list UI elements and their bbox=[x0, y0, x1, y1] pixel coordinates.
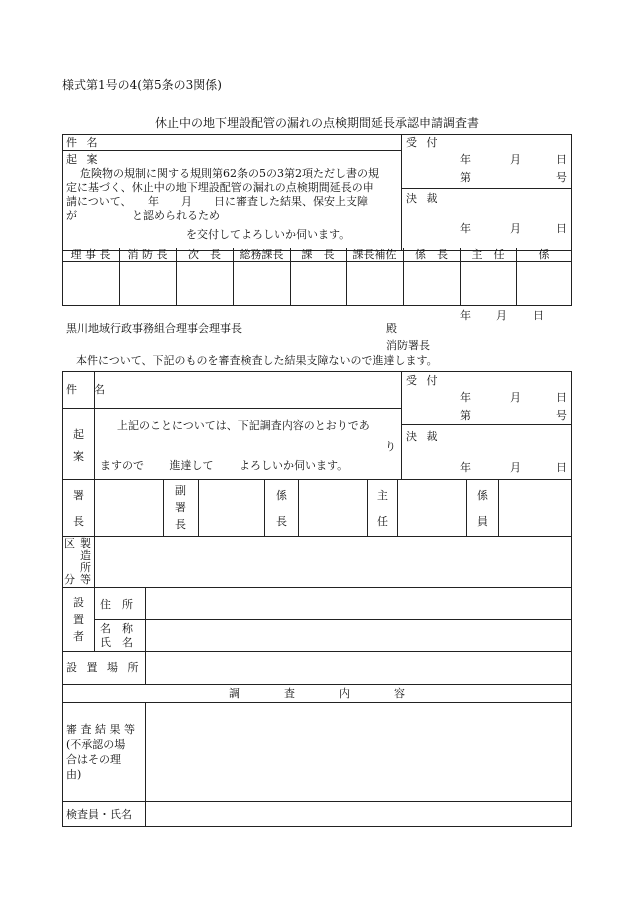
role-label: 理 事 長 bbox=[70, 248, 111, 261]
role-label: 総務課長 bbox=[239, 248, 284, 261]
dai-label: 第 bbox=[460, 171, 471, 184]
form-title: 休止中の地下埋設配管の漏れの点検期間延長承認申請調査書 bbox=[154, 116, 479, 130]
shimei-label: 氏 名 bbox=[100, 636, 133, 649]
kessai-label: 決 裁 bbox=[406, 192, 441, 205]
dai-label: 第 bbox=[460, 409, 471, 422]
transmittal-message: 本件について、下記のものを審査検査した結果支障ないので進達します。 bbox=[76, 354, 438, 367]
seizosho-char: 造 bbox=[80, 549, 91, 562]
addressee: 黒川地域行政事務組合理事会理事長 bbox=[66, 322, 242, 335]
request-body-line: を交付してよろしいか伺います。 bbox=[186, 228, 351, 241]
approval-label-fukushocho: 長 bbox=[175, 518, 186, 531]
approval-label-shocho: 長 bbox=[73, 515, 84, 528]
approval-label-kakaricho: 長 bbox=[276, 515, 287, 528]
uketsuke-label: 受 付 bbox=[406, 136, 441, 149]
proposal-line: ますので 進達して よろしいか伺います。 bbox=[100, 459, 349, 472]
kessai-label: 決 裁 bbox=[406, 430, 441, 443]
approval-label-shunin: 任 bbox=[377, 515, 388, 528]
kubun-char: 分 bbox=[64, 573, 75, 586]
role-label: 係 bbox=[538, 248, 550, 261]
setchisha-char: 設 bbox=[73, 596, 84, 609]
date-day: 日 bbox=[556, 222, 567, 235]
request-body-line: 請について、 年 月 日に審査した結果、保安上支障 bbox=[66, 195, 369, 208]
date-day: 日 bbox=[556, 153, 567, 166]
date-year: 年 bbox=[460, 222, 471, 235]
date-year: 年 bbox=[460, 461, 471, 474]
proposal-line: 上記のことについては、下記調査内容のとおりであ bbox=[117, 419, 370, 432]
kubun-char: 区 bbox=[64, 537, 75, 550]
seizosho-char: 製 bbox=[80, 537, 91, 550]
approval-label-fukushocho: 署 bbox=[175, 501, 186, 514]
role-label: 係 長 bbox=[415, 248, 448, 261]
role-label: 主 任 bbox=[471, 248, 505, 261]
request-body-line: が と認められるため bbox=[66, 209, 220, 222]
approval-label-fukushocho: 副 bbox=[175, 484, 186, 497]
date-year: 年 bbox=[460, 153, 471, 166]
shinsa-line: 由) bbox=[66, 768, 82, 781]
role-label: 次 長 bbox=[188, 248, 221, 261]
role-label: 課 長 bbox=[301, 248, 335, 261]
kensain-label: 検査員・氏名 bbox=[66, 808, 132, 821]
seizosho-char: 等 bbox=[80, 573, 91, 586]
request-body-line: 危険物の規制に関する規則第62条の5の3第2項ただし書の規 bbox=[80, 167, 379, 180]
shinsa-line: 審 査 結 果 等 bbox=[66, 723, 135, 736]
kian-label: 起 案 bbox=[66, 153, 101, 166]
seizosho-char: 所 bbox=[80, 561, 91, 574]
approval-label-shunin: 主 bbox=[377, 489, 388, 502]
date-month: 月 bbox=[496, 309, 507, 322]
go-label: 号 bbox=[556, 171, 567, 184]
date-year: 年 bbox=[460, 309, 471, 322]
setchi-basho-label: 設 置 場 所 bbox=[66, 661, 142, 674]
inspection-table bbox=[62, 371, 572, 827]
kenmei-label: 件 名 bbox=[66, 383, 108, 396]
date-day: 日 bbox=[556, 461, 567, 474]
role-header-row bbox=[62, 248, 572, 262]
date-year: 年 bbox=[460, 391, 471, 404]
request-body-line: 定に基づく、休止中の地下埋設配管の漏れの点検期間延長の申 bbox=[66, 181, 374, 194]
den-label: 殿 bbox=[386, 322, 397, 335]
date-day: 日 bbox=[556, 391, 567, 404]
role-label: 消 防 長 bbox=[127, 248, 168, 261]
date-month: 月 bbox=[510, 153, 521, 166]
chosa-naiyo-header: 調 査 内 容 bbox=[229, 687, 405, 700]
proposal-line: り bbox=[385, 440, 396, 453]
setchisha-char: 置 bbox=[73, 613, 84, 626]
date-month: 月 bbox=[510, 222, 521, 235]
shinsa-line: 合はその理 bbox=[66, 753, 121, 766]
setchisha-char: 者 bbox=[73, 630, 84, 643]
date-month: 月 bbox=[510, 461, 521, 474]
date-day: 日 bbox=[533, 309, 544, 322]
role-label: 課長補佐 bbox=[352, 248, 397, 261]
approval-label-shocho: 署 bbox=[73, 489, 84, 502]
uketsuke-label: 受 付 bbox=[406, 374, 441, 387]
approval-label-kakaricho: 係 bbox=[276, 489, 287, 502]
go-label: 号 bbox=[556, 409, 567, 422]
approval-label-kakariin: 係 bbox=[477, 489, 488, 502]
date-month: 月 bbox=[510, 391, 521, 404]
jusho-label: 住 所 bbox=[100, 598, 133, 611]
kenmei-label: 件 名 bbox=[66, 136, 101, 149]
kian-char: 案 bbox=[73, 450, 84, 463]
form-number: 様式第1号の4(第5条の3関係) bbox=[62, 78, 222, 92]
shinsa-line: (不承認の場 bbox=[66, 738, 126, 751]
meisho-label: 名 称 bbox=[100, 622, 133, 635]
approval-label-kakariin: 員 bbox=[477, 515, 488, 528]
kian-char: 起 bbox=[73, 428, 84, 441]
sender: 消防署長 bbox=[386, 339, 430, 352]
